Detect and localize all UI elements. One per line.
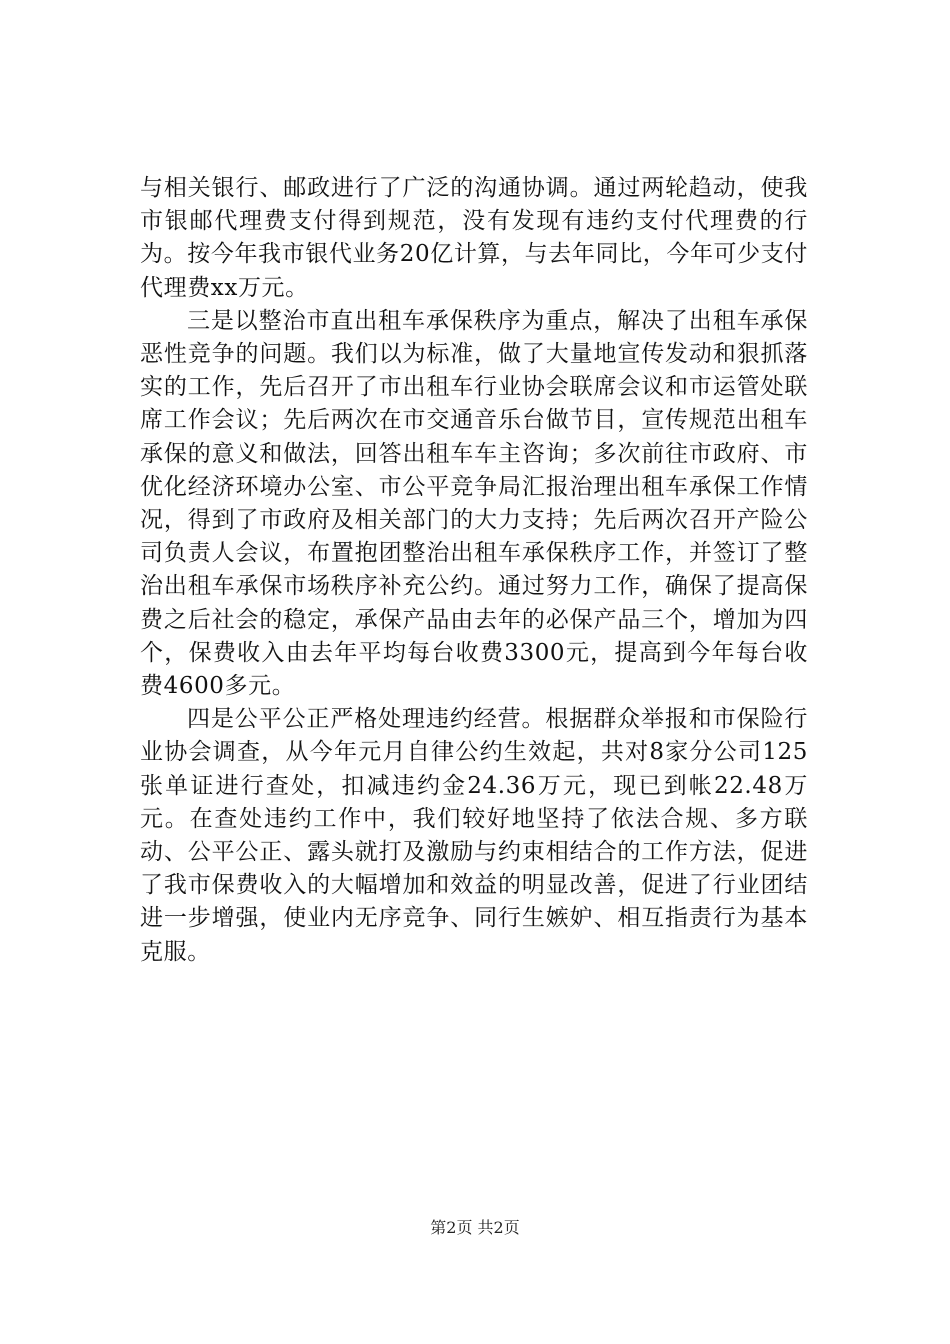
paragraph-taxi-insurance: 三是以整治市直出租车承保秩序为重点，解决了出租车承保恶性竞争的问题。我们以为标准，做了大量地宣传发动和狠抓落实的工作，先后召开了市出租车行业协会联席会议和市运管处联席工作会议；先后两次在市交通音乐台做节目，宣传规范出租车承保的意义和做法，回答出租车车主咨询；多次前往市政府、市优化经济环境办公室、市公平竞争局汇报治理出租车承保工作情况，得到了市政府及相关部门的大力支持；先后两次召开产险公司负责人会议，布置抱团整治出租车承保秩序工作，并签订了整治出租车承保市场秩序补充公约。通过努力工作，确保了提高保费之后社会的稳定，承保产品由去年的必保产品三个，增加为四个，保费收入由去年平均每台收费3300元，提高到今年每台收费4600多元。 xyxy=(140,307,808,700)
paragraph-continuation: 与相关银行、邮政进行了广泛的沟通协调。通过两轮趋动，使我市银邮代理费支付得到规范，没有发现有违约支付代理费的行为。按今年我市银代业务20亿计算，与去年同比，今年可少支付代理费xx万元。 xyxy=(140,175,808,301)
page-footer: 第2页 共2页 xyxy=(430,1218,520,1237)
document-body xyxy=(140,172,808,969)
paragraph-violation-handling: 四是公平公正严格处理违约经营。根据群众举报和市保险行业协会调查，从今年元月自律公约生效起，共对8家分公司125张单证进行查处，扣减违约金24.36万元，现已到帐22.48万元。在查处违约工作中，我们较好地坚持了依法合规、多方联动、公平公正、露头就打及激励与约束相结合的工作方法，促进了我市保费收入的大幅增加和效益的明显改善，促进了行业团结进一步增强，使业内无序竞争、同行生嫉妒、相互指责行为基本克服。 xyxy=(140,706,808,965)
